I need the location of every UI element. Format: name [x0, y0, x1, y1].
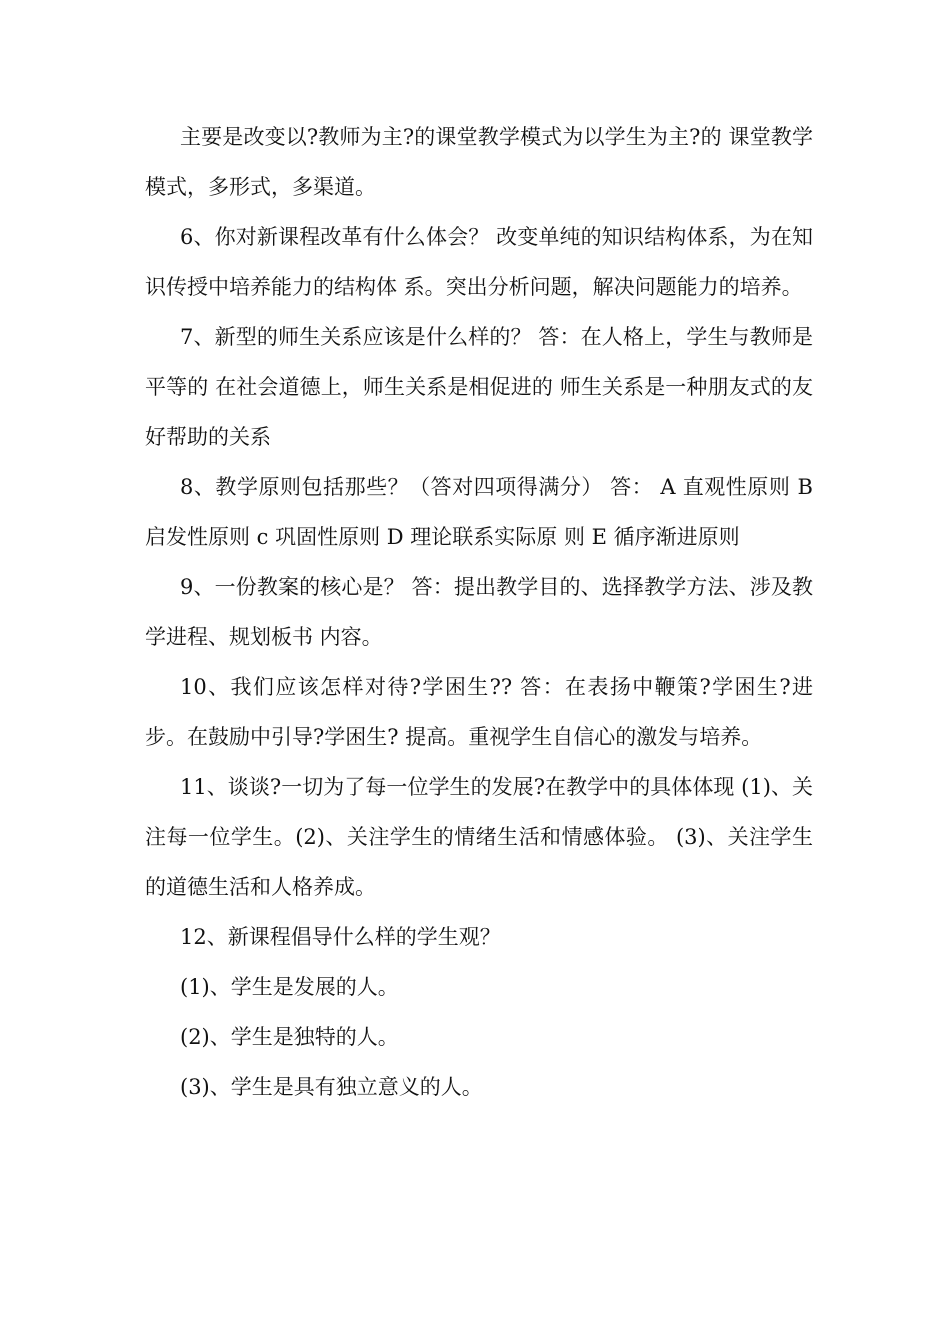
paragraph-question-7: 7、新型的师生关系应该是什么样的？ 答：在人格上，学生与教师是平等的 在社会道德上，师生关系是相促进的 师生关系是一种朋友式的友好帮助的关系 — [145, 325, 813, 449]
paragraph-question-6: 6、你对新课程改革有什么体会？ 改变单纯的知识结构体系，为在知识传授中培养能力的结构体 系。突出分析问题，解决问题能力的培养。 — [145, 225, 813, 299]
list-item: (2)、学生是独特的人。 — [180, 1025, 399, 1049]
document-body — [145, 112, 813, 1112]
paragraph-question-11: 11、谈谈?一切为了每一位学生的发展?在教学中的具体体现 (1)、关注每一位学生。(2)、关注学生的情绪生活和情感体验。 (3)、关注学生的道德生活和人格养成。 — [145, 775, 813, 899]
paragraph-continuation: 主要是改变以?教师为主?的课堂教学模式为以学生为主?的 课堂教学模式，多形式，多渠道。 — [145, 125, 813, 199]
list-item: (1)、学生是发展的人。 — [180, 975, 399, 999]
paragraph-question-8: 8、教学原则包括那些？（答对四项得满分） 答： A 直观性原则 B 启发性原则 c 巩固性原则 D 理论联系实际原 则 E 循序渐进原则 — [145, 475, 813, 549]
paragraph-question-9: 9、一份教案的核心是？ 答：提出教学目的、选择教学方法、涉及教学进程、规划板书 内容。 — [145, 575, 813, 649]
paragraph-question-12: 12、新课程倡导什么样的学生观？ — [180, 925, 501, 949]
list-item: (3)、学生是具有独立意义的人。 — [180, 1075, 483, 1099]
paragraph-question-10: 10、我们应该怎样对待?学困生?? 答：在表扬中鞭策?学困生?进步。在鼓励中引导?学困生? 提高。重视学生自信心的激发与培养。 — [145, 675, 813, 749]
